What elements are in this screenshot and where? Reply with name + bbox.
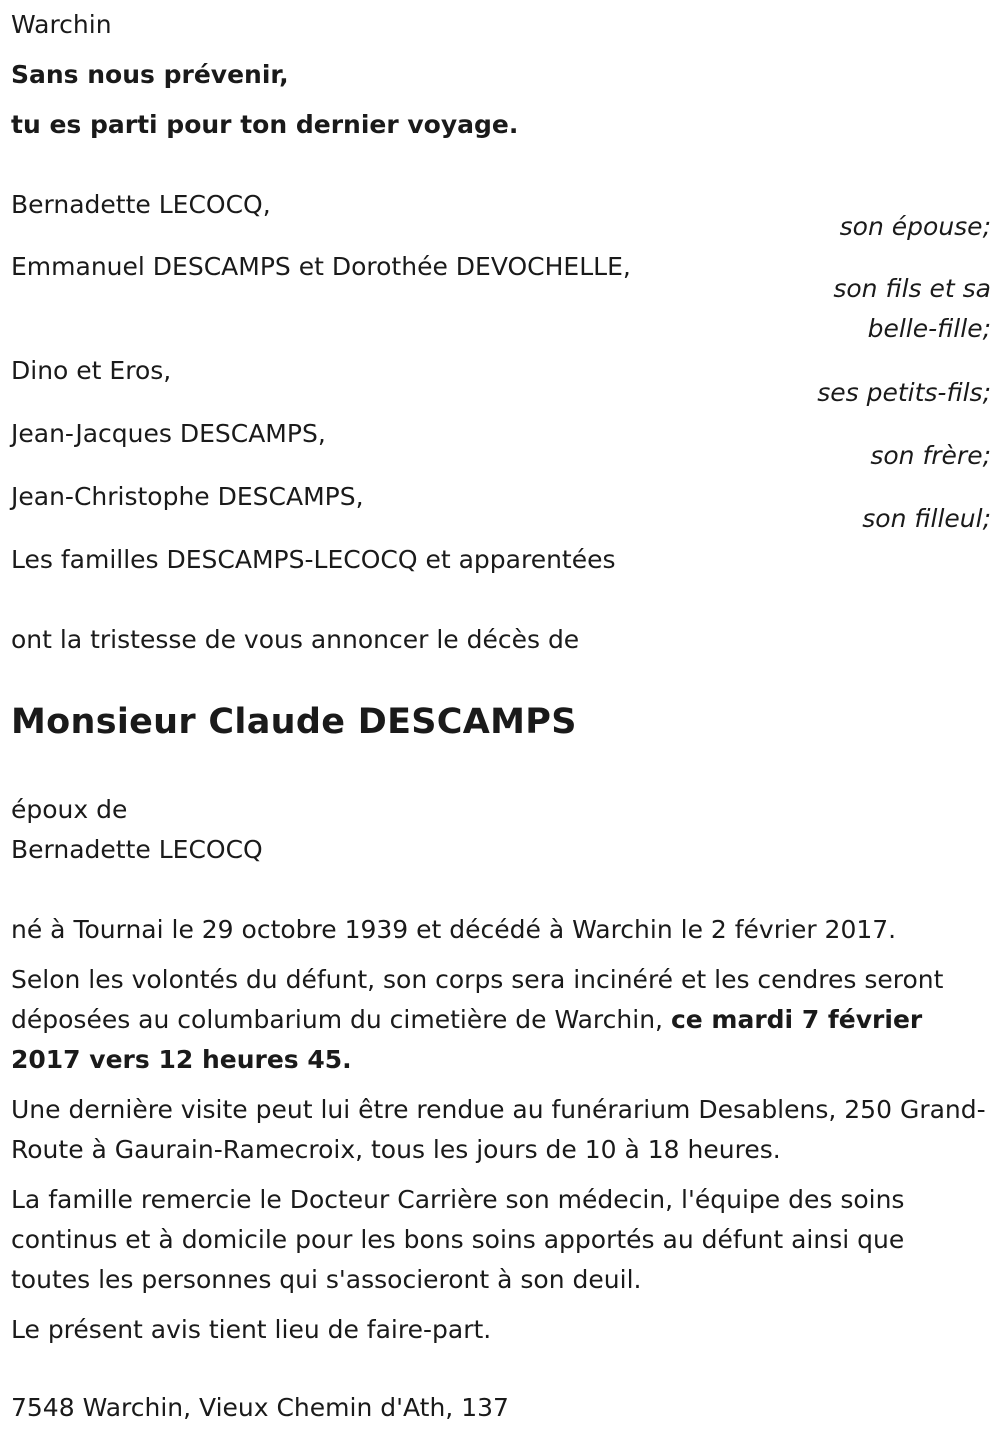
family-entry [11,247,991,351]
family-entry [11,540,991,580]
intro-line-2: tu es parti pour ton dernier voyage. [11,110,519,139]
family-role: son filleul; [862,504,991,533]
announcement-text: ont la tristesse de vous annoncer le décès de [11,625,580,654]
visit-paragraph: Une dernière visite peut lui être rendue au funérarium Desablens, 250 Grand-Route à Gaurain-Ramecroix, tous les jours de 10 à 18 heures. [11,1095,986,1164]
family-name: Les familles DESCAMPS-LECOCQ et apparentées [11,545,616,574]
family-role: son fils et sa belle-fille; [833,274,991,343]
ceremony-paragraph [11,960,991,1080]
family-name: Bernadette LECOCQ, [11,190,271,219]
deceased-name: Monsieur Claude DESCAMPS [11,702,577,742]
address-text: 7548 Warchin, Vieux Chemin d'Ath, 137 [11,1393,509,1422]
family-name: Jean-Christophe DESCAMPS, [11,482,364,511]
intro-verse [11,55,991,155]
family-role: ses petits-fils; [817,378,991,407]
birth-death-text: né à Tournai le 29 octobre 1939 et décédé à Warchin le 2 février 2017. [11,915,897,944]
family-entry [11,414,991,477]
notice-paragraph: Le présent avis tient lieu de faire-part. [11,1315,492,1344]
family-name: Emmanuel DESCAMPS et Dorothée DEVOCHELLE, [11,252,631,281]
spouse-block [11,790,991,870]
spouse-name: Bernadette LECOCQ [11,835,263,864]
family-entry [11,351,991,414]
ceremony-text: Selon les volontés du défunt, son corps sera incinéré et les cendres seront déposées au columbarium du cimetière de Warchin, [11,965,944,1034]
ceremony-datetime: ce mardi 7 février 2017 vers 12 heures 45. [11,1005,923,1074]
place-heading: Warchin [11,10,112,39]
spouse-label: époux de [11,795,128,824]
family-entry [11,185,991,247]
family-name: Jean-Jacques DESCAMPS, [11,419,326,448]
thanks-paragraph: La famille remercie le Docteur Carrière son médecin, l'équipe des soins continus et à domicile pour les bons soins apportés au défunt ainsi que toutes les personnes qui s'associeront à son deuil. [11,1185,905,1294]
family-role: son frère; [870,441,991,470]
family-name: Dino et Eros, [11,356,172,385]
family-role: son épouse; [839,212,991,241]
family-list [11,185,991,580]
intro-line-1: Sans nous prévenir, [11,60,289,89]
family-entry [11,477,991,540]
